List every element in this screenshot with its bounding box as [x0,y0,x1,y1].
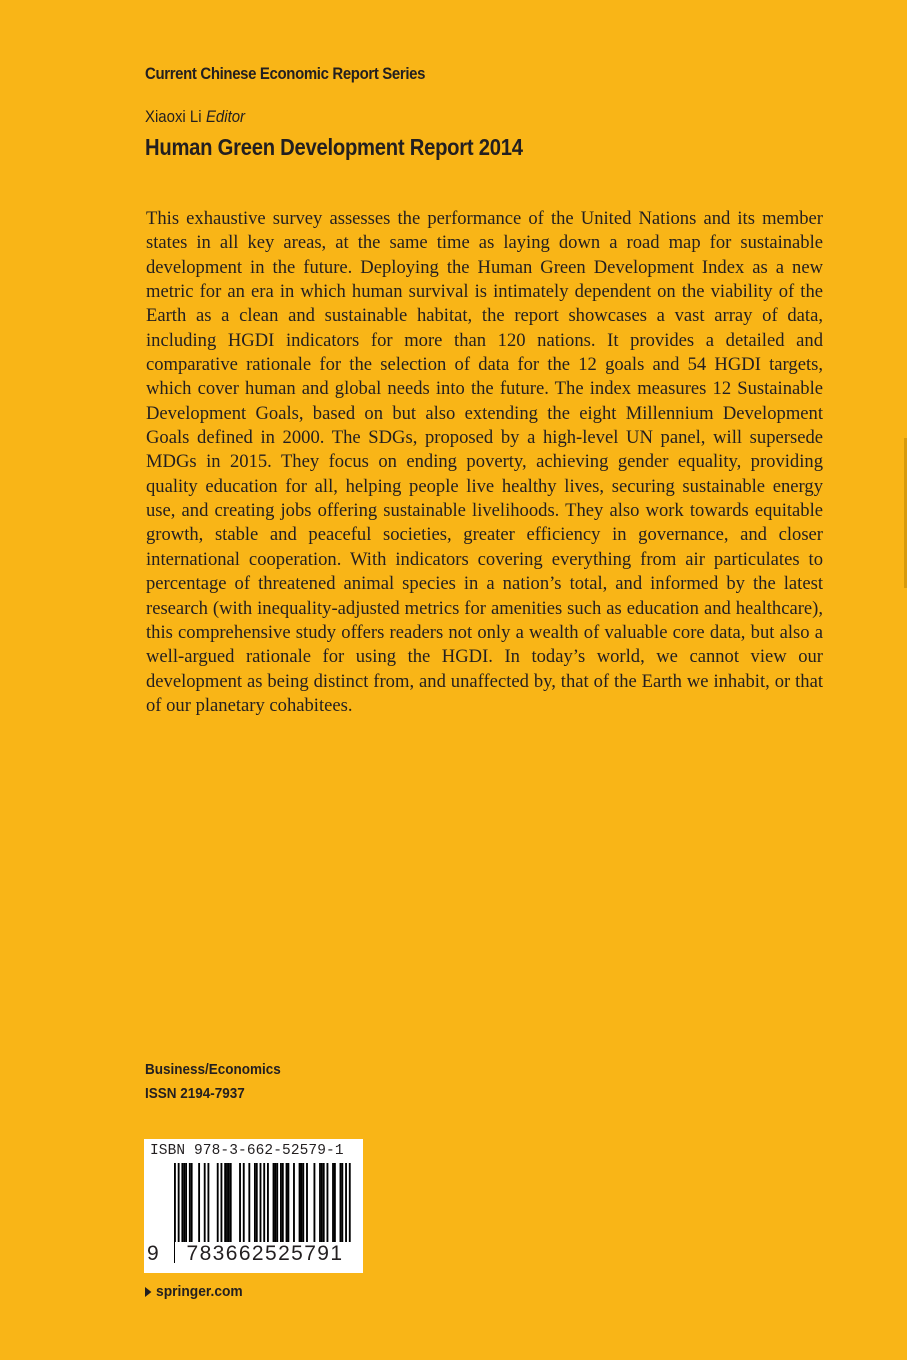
barcode-bar [319,1163,321,1243]
barcode-bar [323,1163,325,1243]
barcode-bar [273,1163,275,1243]
barcode-bar [207,1163,209,1243]
barcode-bar [282,1163,284,1243]
barcode-bar [243,1163,245,1243]
barcode-bar [191,1163,193,1243]
barcode-bar [181,1163,183,1243]
barcode-bar [299,1163,301,1243]
barcode-bar [286,1163,288,1243]
barcode-bar [224,1163,226,1243]
editor-line [145,107,245,127]
book-description: This exhaustive survey assesses the performance of the United Nations and its member states in all key areas, at the same time as laying down a road map for sustainable development in the future. Deploying the Human Green Development Index as a new metric for an era in which human survival is intimately dependent on the viability of the Earth as a clean and sustainable habitat, the report showcases a vast array of data, including HGDI indicators for more than 120 nations. It provides a detailed and comparative rationale for the selection of data for the 12 goals and 54 HGDI targets, which cover human and global needs into the future. The index measures 12 Sustainable Development Goals, based on but also extending the eight Millennium Development Goals defined in 2000. The SDGs, proposed by a high-level UN panel, will supersede MDGs in 2015. They focus on ending poverty, achieving gender equality, providing quality education for all, helping people live healthy lives, securing sustainable energy use, and creating jobs offering sustainable livelihoods. They also work towards equitable growth, stable and peaceful societies, greater efficiency in governance, and closer international cooperation. With indicators covering everything from air particulates to percentage of threatened animal species in a nation’s total, and informed by the latest research (with inequality-adjusted metrics for amenities such as education and healthcare), this comprehensive study offers readers not only a wealth of valuable core data, but also a well-argued rationale for using the HGDI. In today’s world, we cannot view our development as being distinct from, and unaffected by, that of the Earth we inhabit, or that of our planetary cohabitees. [146,208,823,716]
barcode-bar [280,1163,282,1243]
barcode-bar [293,1163,295,1243]
barcode-bar [276,1163,278,1243]
barcode-bar [226,1163,228,1243]
issn-number: ISSN 2194-7937 [145,1085,245,1102]
barcode-bar [230,1163,232,1243]
barcode-bar [239,1163,241,1243]
book-title: Human Green Development Report 2014 [145,134,523,160]
barcode-bar [327,1163,329,1243]
barcode-bar [204,1163,206,1243]
barcode-bar [267,1163,269,1243]
barcode-bar [198,1163,200,1243]
editor-role: Editor [205,107,246,126]
barcode-bar [340,1163,342,1243]
barcode-bar [341,1163,343,1243]
arrow-right-icon [145,1287,151,1297]
publisher-link[interactable] [145,1283,243,1300]
publisher-label: springer.com [156,1283,243,1300]
barcode-bar [300,1163,302,1243]
barcode-bar [306,1163,308,1243]
barcode-bar [321,1163,323,1243]
barcode-digits: 783662525791 [175,1242,355,1266]
isbn-label: ISBN 978-3-662-52579-1 [150,1143,344,1159]
barcode-bar [221,1163,223,1243]
barcode-bar [254,1163,256,1243]
barcode-bar [334,1163,336,1243]
barcode-bar [332,1163,334,1243]
barcode-bar [228,1163,230,1243]
isbn-barcode [144,1139,363,1273]
series-title: Current Chinese Economic Report Series [145,64,426,83]
barcode-bar [185,1163,187,1243]
barcode-bar [274,1163,276,1243]
barcode-first-digit: 9 [147,1242,159,1265]
barcode-bar [314,1163,316,1243]
barcode-bar [183,1163,185,1243]
subject-category: Business/Economics [145,1061,281,1078]
barcode-bar [248,1163,250,1243]
barcode-bar [256,1163,258,1243]
barcode-bar [217,1163,219,1243]
barcode-bar [302,1163,304,1243]
barcode-bar [287,1163,289,1243]
editor-name: Xiaoxi Li [145,107,202,126]
barcode-bar [189,1163,191,1243]
